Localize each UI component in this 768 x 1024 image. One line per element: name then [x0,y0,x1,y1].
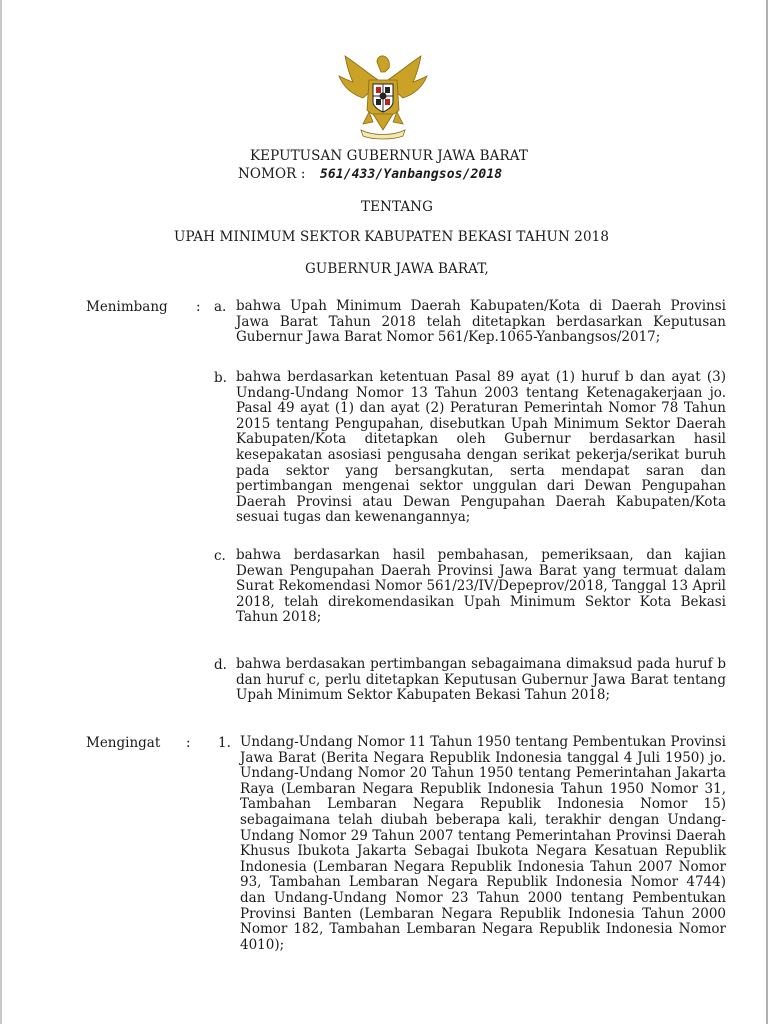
issuer-line: GUBERNUR JAWA BARAT, [305,261,489,277]
mengingat-1-marker: 1. [218,735,231,751]
menimbang-b-marker: b. [214,370,227,386]
menimbang-c-text: bahwa berdasarkan hasil pembahasan, pemeriksaan, dan kajian Dewan Pengupahan Daerah Provinsi Jawa Barat yang termuat dalam Surat Rekomendasi Nomor 561/23/IV/Depeprov/2018, Tanggal 13 April 2018, telah direkomendasikan Upah Minimum Sektor Kota Bekasi Tahun 2018; [236,547,726,626]
nomor-value: 561/433/Yanbangsos/2018 [319,167,503,182]
mengingat-1-text: Undang-Undang Nomor 11 Tahun 1950 tentang Pembentukan Provinsi Jawa Barat (Berita Negara Republik Indonesia tanggal 4 Juli 1950) jo. Undang-Undang Nomor 20 Tahun 1950 tentang Pemerintahan Jakarta Raya (Lembaran Negara Republik Indonesia Tahun 1950 Nomor 31, Tambahan Lembaran Negara Republik Indonesia Nomor 15) sebagaimana telah diubah beberapa kali, terakhir dengan Undang-Undang Nomor 29 Tahun 2007 tentang Pemerintahan Provinsi Daerah Khusus Ibukota Jakarta Sebagai Ibukota Negara Kesatuan Republik Indonesia (Lembaran Negara Republik Indonesia Tahun 2007 Nomor 93, Tambahan Lembaran Negara Republik Indonesia Nomor 4744) dan Undang-Undang Nomor 23 Tahun 2000 tentang Pembentukan Provinsi Banten (Lembaran Negara Republik Indonesia Tahun 2000 Nomor 182, Tambahan Lembaran Negara Republik Indonesia Nomor 4010); [240,734,726,953]
mengingat-colon: : [186,735,191,751]
menimbang-label: Menimbang [86,299,168,315]
menimbang-d-text: bahwa berdasakan pertimbangan sebagaimana dimaksud pada huruf b dan huruf c, perlu ditetapkan Keputusan Gubernur Jawa Barat tentang Upah Minimum Sektor Kabupaten Bekasi Tahun 2018; [236,656,726,704]
nomor-label: NOMOR : [238,166,306,182]
menimbang-b-text: bahwa berdasarkan ketentuan Pasal 89 ayat (1) huruf b dan ayat (3) Undang-Undang Nomor 13 Tahun 2003 tentang Ketenagakerjaan jo. Pasal 49 ayat (1) dan ayat (2) Peraturan Pemerintah Nomor 78 Tahun 2015 tentang Pengupahan, disebutkan Upah Minimum Sektor Daerah Kabupaten/Kota ditetapkan oleh Gubernur berdasarkan hasil kesepakatan asosiasi pengusaha dengan serikat pekerja/serikat buruh pada sektor yang bersangkutan, serta mendapat saran dan pertimbangan mengenai sektor unggulan dari Dewan Pengupahan Daerah Provinsi atau Dewan Pengupahan Daerah Kabupaten/Kota sesuai tugas dan kewenangannya; [236,369,726,526]
menimbang-colon: : [196,299,201,315]
decree-number [238,166,502,182]
tentang-heading: TENTANG [361,199,433,215]
decree-subject: UPAH MINIMUM SEKTOR KABUPATEN BEKASI TAHUN 2018 [174,229,610,245]
menimbang-c-marker: c. [214,548,226,564]
menimbang-d-marker: d. [214,657,227,673]
page-edge-left [0,0,2,1024]
mengingat-label: Mengingat [86,735,161,751]
garuda-pancasila-emblem-icon [333,52,433,140]
menimbang-a-marker: a. [214,299,227,315]
decree-title: KEPUTUSAN GUBERNUR JAWA BARAT [250,148,529,164]
menimbang-a-text: bahwa Upah Minimum Daerah Kabupaten/Kota di Daerah Provinsi Jawa Barat Tahun 2018 telah ditetapkan berdasarkan Keputusan Gubernur Jawa Barat Nomor 561/Kep.1065-Yanbangsos/2017; [236,298,726,346]
